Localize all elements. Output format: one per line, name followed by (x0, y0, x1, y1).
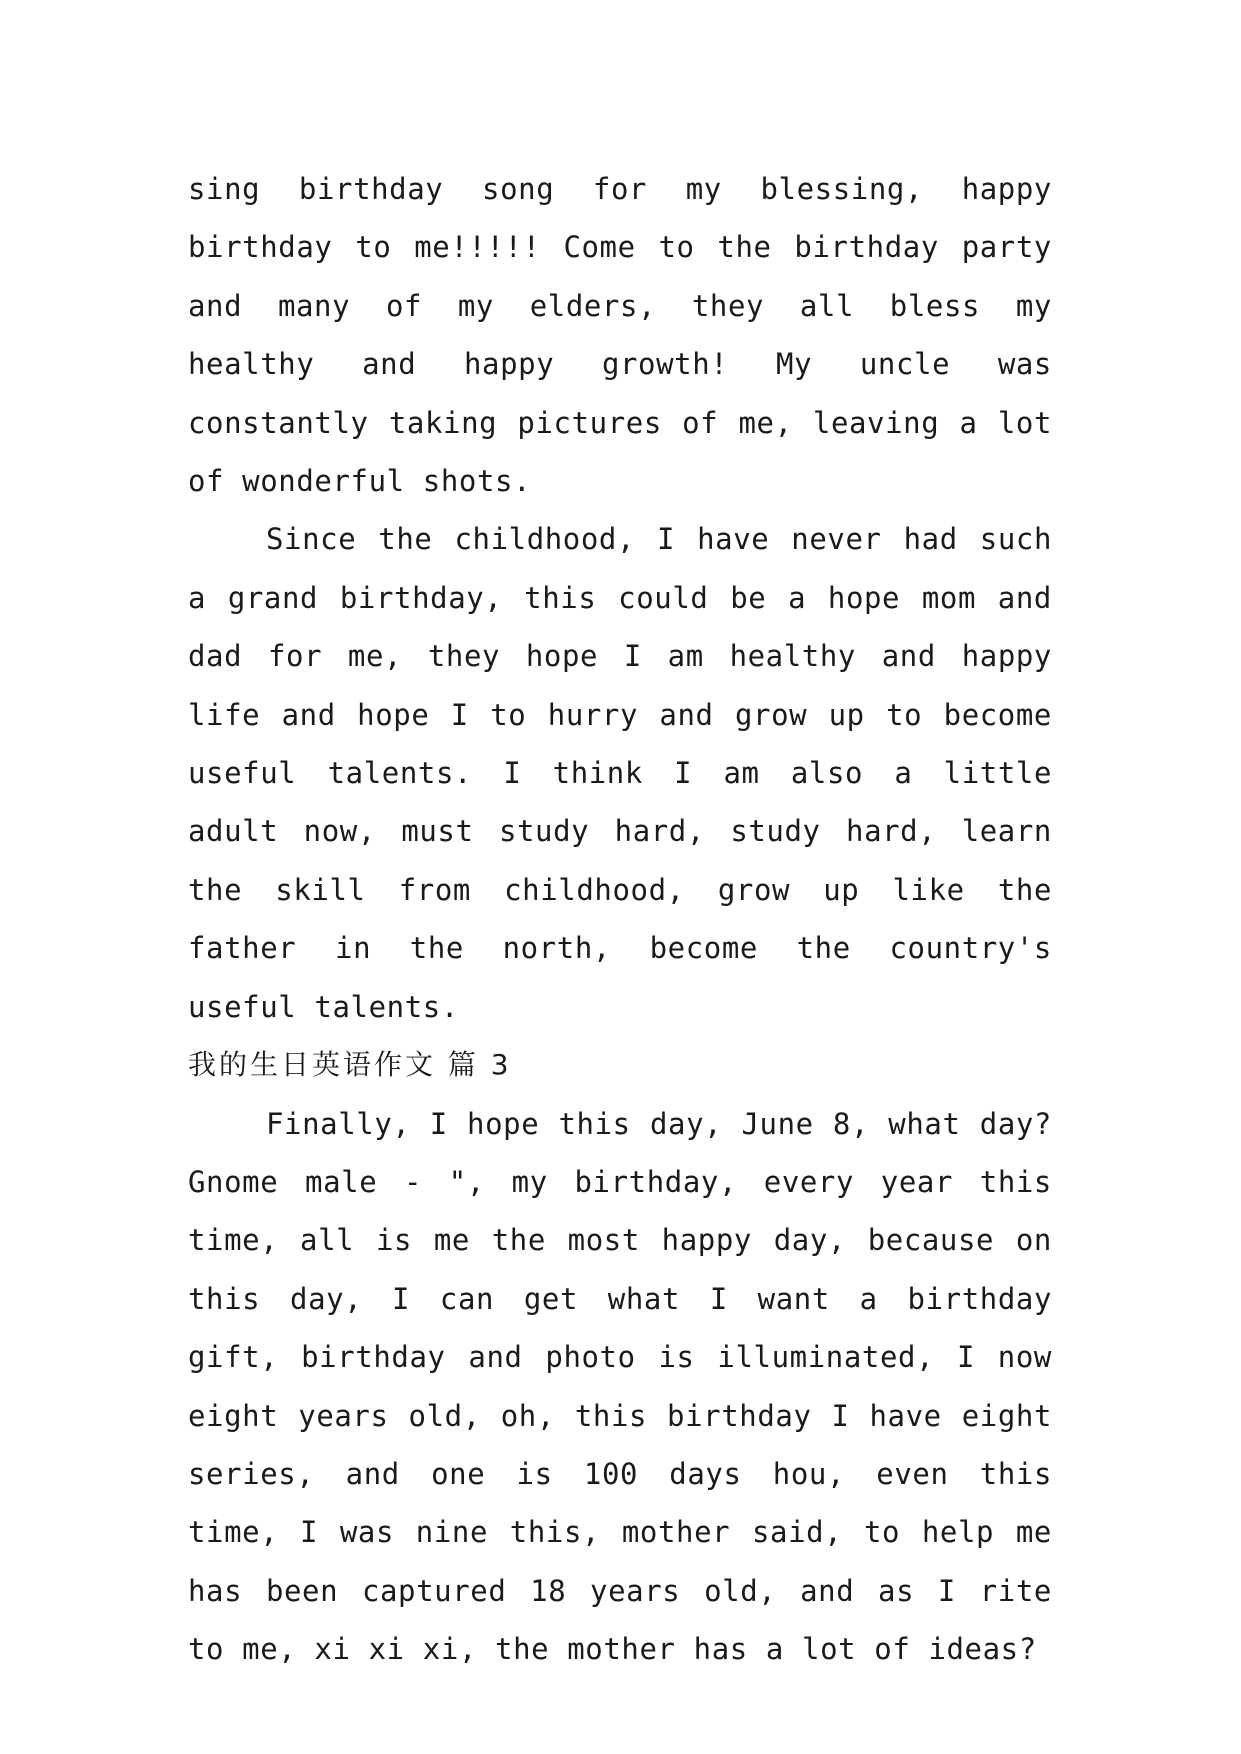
paragraph-birthday-june: Finally, I hope this day, June 8, what day? Gnome male - ", my birthday, every year this time, all is me the most happy day, because on this day, I can get what I want a birthday gift, birthday and photo is illuminated, I now eight years old, oh, this birthday I have eight series, and one is 100 days hou, even this time, I was nine this, mother said, to help me has been captured 18 years old, and as I rite to me, xi xi xi, the mother has a lot of ideas? (188, 1106, 1052, 1667)
paragraph-continued: sing birthday song for my blessing, happy birthday to me!!!!! Come to the birthday party and many of my elders, they all bless my healthy and happy growth! My uncle was constantly taking pictures of me, leaving a lot of wonderful shots. (188, 172, 1052, 499)
section-heading: 我的生日英语作文 篇 3 (188, 1048, 512, 1082)
document-body (188, 160, 1052, 1679)
paragraph-childhood: Since the childhood, I have never had such a grand birthday, this could be a hope mom and dad for me, they hope I am healthy and happy life and hope I to hurry and grow up to become useful talents. I think I am also a little adult now, must study hard, study hard, learn the skill from childhood, grow up like the father in the north, become the country's useful talents. (188, 522, 1052, 1024)
